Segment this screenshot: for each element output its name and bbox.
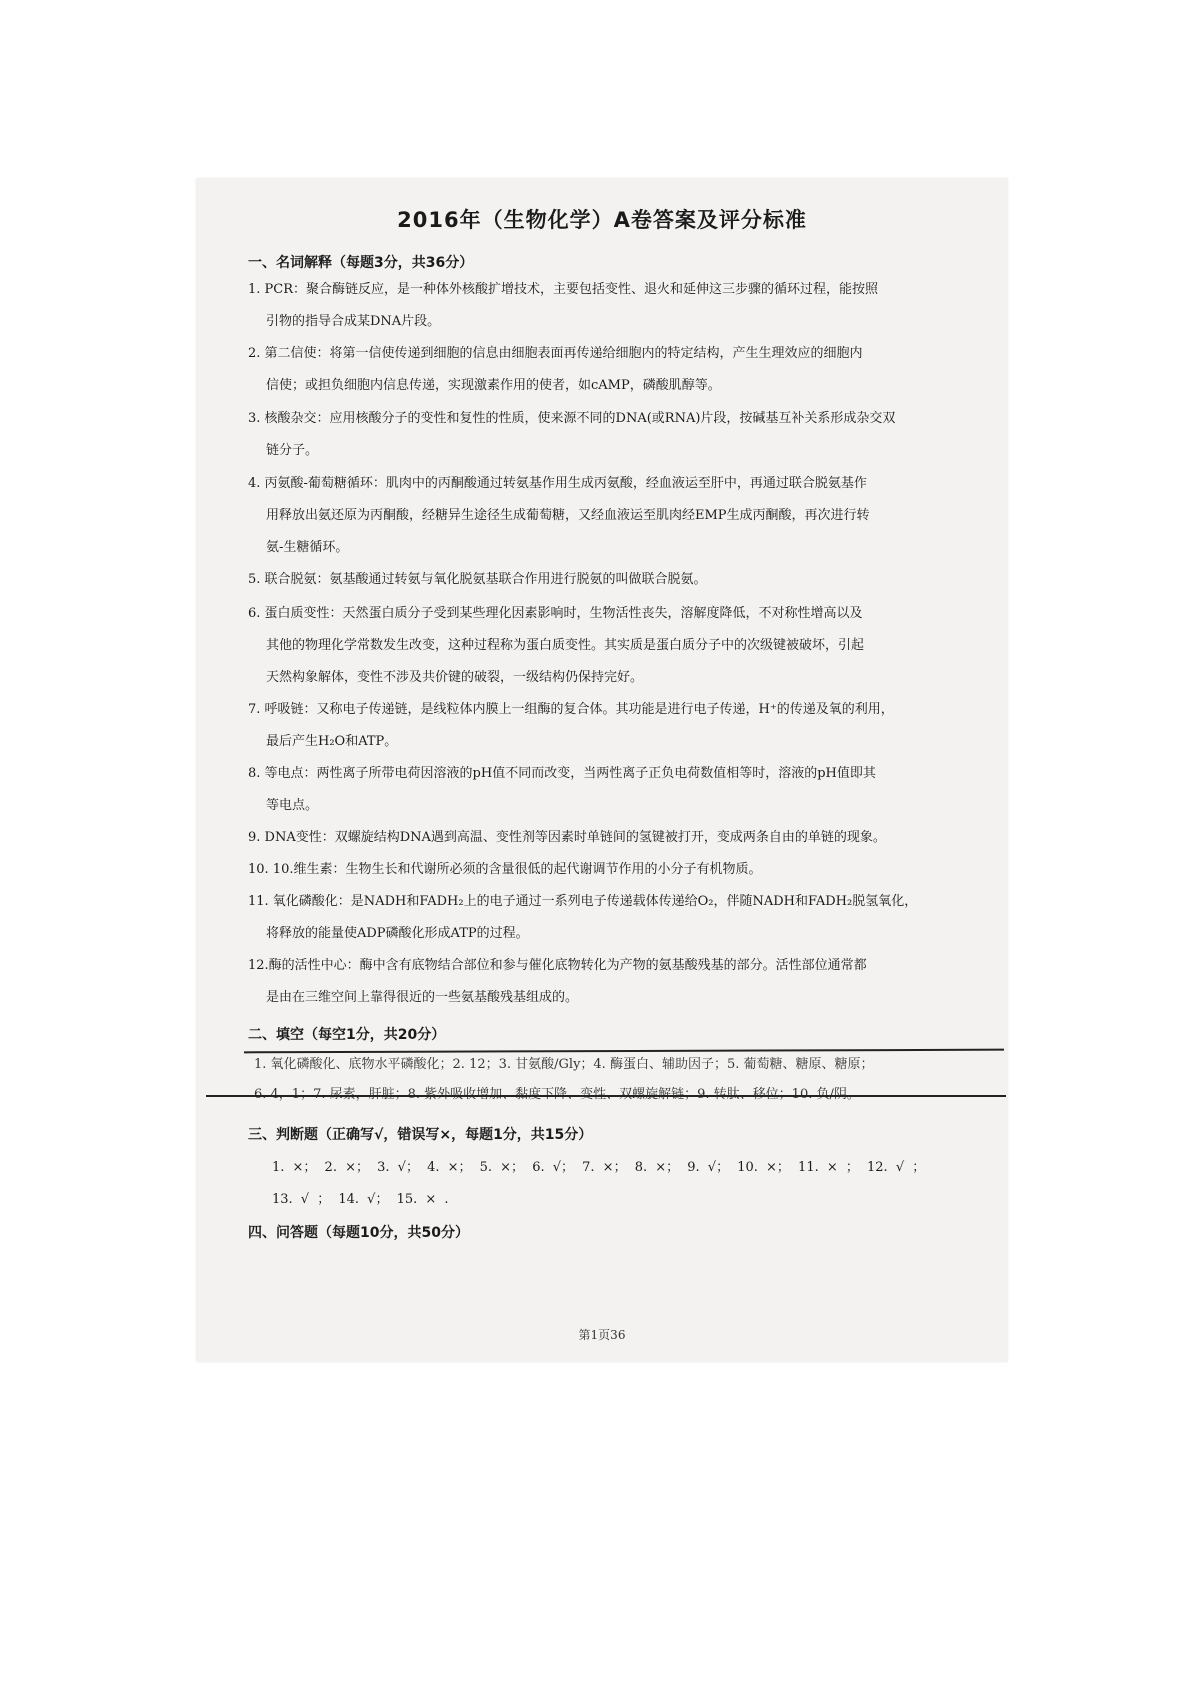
definition-item-9 — [248, 822, 988, 854]
item-text-line: 3. 核酸杂交：应用核酸分子的变性和复性的性质，使来源不同的DNA(或RNA)片段，按碱基互补关系形成杂交双 — [248, 411, 896, 426]
section2-heading: 二、填空（每空1分，共20分） — [248, 1027, 446, 1043]
page-number: 第1页36 — [578, 1328, 626, 1342]
item-text-line: 其他的物理化学常数发生改变，这种过程称为蛋白质变性。其实质是蛋白质分子中的次级键被破坏，引起 — [266, 638, 865, 653]
definition-item-3 — [248, 403, 988, 467]
item-text-line: 最后产生H₂O和ATP。 — [266, 734, 398, 749]
item-text-line: 天然构象解体，变性不涉及共价键的破裂，一级结构仍保持完好。 — [266, 670, 644, 685]
item-text-line: 11. 氧化磷酸化：是NADH和FADH₂上的电子通过一系列电子传递载体传递给O₂，伴随NADH和FADH₂脱氢氧化， — [248, 894, 918, 909]
item-text-line: 6. 蛋白质变性：天然蛋白质分子受到某些理化因素影响时，生物活性丧失，溶解度降低，不对称性增高以及 — [248, 606, 863, 621]
item-text-line: 2. 第二信使：将第一信使传递到细胞的信息由细胞表面再传递给细胞内的特定结构，产生生理效应的细胞内 — [248, 346, 863, 361]
definition-item-8 — [248, 758, 988, 822]
item-text-line: 引物的指导合成某DNA片段。 — [266, 314, 441, 329]
judge-answers-line-2: 13. √ ； 14. √； 15. × . — [272, 1192, 449, 1207]
definition-item-2 — [248, 338, 988, 402]
item-text-line: 链分子。 — [266, 443, 319, 458]
item-text-line: 8. 等电点：两性离子所带电荷因溶液的pH值不同而改变，当两性离子正负电荷数值相等时，溶液的pH值即其 — [248, 766, 876, 781]
definition-item-11 — [248, 886, 988, 950]
item-text-line: 将释放的能量使ADP磷酸化形成ATP的过程。 — [266, 926, 529, 941]
item-text-line: 氨-生糖循环。 — [266, 540, 349, 555]
definition-item-10 — [248, 854, 988, 886]
document-title: 2016年（生物化学）A卷答案及评分标准 — [397, 208, 807, 232]
section3-heading: 三、判断题（正确写√，错误写×，每题1分，共15分） — [248, 1127, 593, 1143]
item-text-line: 是由在三维空间上靠得很近的一些氨基酸残基组成的。 — [266, 990, 579, 1005]
definition-item-7 — [248, 694, 988, 758]
item-text-line: 7. 呼吸链：又称电子传递链，是线粒体内膜上一组酶的复合体。其功能是进行电子传递，H⁺的传递及氧的利用， — [248, 702, 894, 717]
item-text-line: 用释放出氨还原为丙酮酸，经糖异生途径生成葡萄糖，又经血液运至肌肉经EMP生成丙酮酸，再次进行转 — [266, 508, 870, 523]
item-text-line: 10. 10.维生素：生物生长和代谢所必须的含量很低的起代谢调节作用的小分子有机物质。 — [248, 862, 762, 877]
answer-sheet — [196, 178, 1008, 1362]
item-text-line: 12.酶的活性中心：酶中含有底物结合部位和参与催化底物转化为产物的氨基酸残基的部分。活性部位通常都 — [248, 958, 867, 973]
definition-item-5 — [248, 564, 988, 596]
definition-item-4 — [248, 468, 988, 564]
item-text-line: 5. 联合脱氨：氨基酸通过转氨与氧化脱氨基联合作用进行脱氨的叫做联合脱氨。 — [248, 572, 707, 587]
definition-item-6 — [248, 598, 988, 694]
item-text-line: 4. 丙氨酸-葡萄糖循环：肌肉中的丙酮酸通过转氨基作用生成丙氨酸，经血液运至肝中，再通过联合脱氨基作 — [248, 476, 867, 491]
strike-through-line — [206, 1095, 1006, 1097]
item-text-line: 9. DNA变性：双螺旋结构DNA遇到高温、变性剂等因素时单链间的氢键被打开，变成两条自由的单链的现象。 — [248, 830, 886, 845]
definition-item-12 — [248, 950, 988, 1014]
section1-heading: 一、名词解释（每题3分，共36分） — [248, 255, 474, 271]
item-text-line: 等电点。 — [266, 798, 319, 813]
item-text-line: 1. PCR：聚合酶链反应，是一种体外核酸扩增技术，主要包括变性、退火和延伸这三步骤的循环过程，能按照 — [248, 282, 879, 297]
fill-answers-line-1: 1. 氧化磷酸化、底物水平磷酸化；2. 12；3. 甘氨酸/Gly；4. 酶蛋白、辅助因子；5. 葡萄糖、糖原、糖原； — [254, 1057, 874, 1072]
definition-item-1 — [248, 274, 988, 338]
item-text-line: 信使；或担负细胞内信息传递，实现激素作用的使者，如cAMP，磷酸肌醇等。 — [266, 378, 721, 393]
judge-answers-line-1: 1. ×； 2. ×； 3. √； 4. ×； 5. ×； 6. √； 7. ×； 8. ×； 9. √； 10. ×； 11. × ； 12. √ ； — [272, 1160, 926, 1175]
section4-heading: 四、问答题（每题10分，共50分） — [248, 1225, 469, 1241]
